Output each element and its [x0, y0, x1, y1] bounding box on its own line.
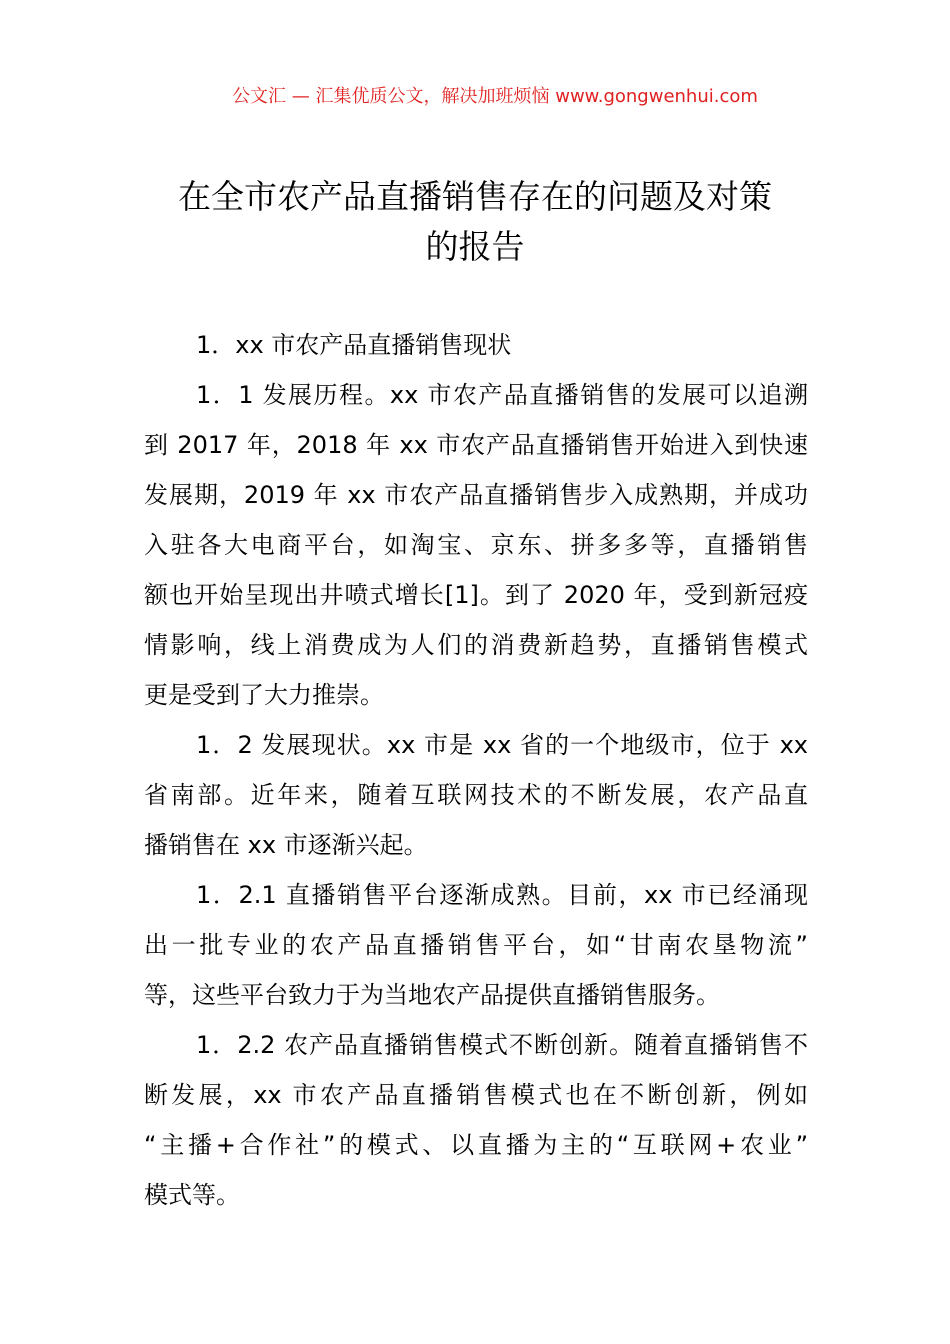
paragraph-line: 断发展，xx 市农产品直播销售模式也在不断创新，例如 — [144, 1081, 808, 1109]
paragraph-line: “主播+合作社”的模式、以直播为主的“互联网+农业” — [144, 1131, 808, 1159]
paragraph-line: 省南部。近年来，随着互联网技术的不断发展，农产品直 — [144, 781, 808, 809]
paragraph-line: 1．1 发展历程。xx 市农产品直播销售的发展可以追溯 — [196, 381, 808, 409]
section-heading — [144, 320, 808, 370]
document-body — [144, 320, 808, 1220]
paragraph-line: 1．2.1 直播销售平台逐渐成熟。目前，xx 市已经涌现 — [196, 881, 808, 909]
paragraph-line: 情影响，线上消费成为人们的消费新趋势，直播销售模式 — [144, 631, 808, 659]
paragraph-line: 模式等。 — [144, 1181, 240, 1209]
paragraph-line: 1．2.2 农产品直播销售模式不断创新。随着直播销售不 — [196, 1031, 808, 1059]
paragraph — [144, 870, 808, 1020]
watermark-banner: 公文汇 — 汇集优质公文，解决加班烦恼 www.gongwenhui.com — [232, 86, 758, 107]
paragraph-line: 入驻各大电商平台，如淘宝、京东、拼多多等，直播销售 — [144, 531, 808, 559]
paragraph-line: 发展期，2019 年 xx 市农产品直播销售步入成熟期，并成功 — [144, 481, 808, 509]
paragraph-line: 1．2 发展现状。xx 市是 xx 省的一个地级市，位于 xx — [196, 731, 808, 759]
paragraph — [144, 1020, 808, 1220]
paragraph — [144, 370, 808, 720]
paragraph-line: 播销售在 xx 市逐渐兴起。 — [144, 831, 428, 859]
paragraph-line: 出一批专业的农产品直播销售平台，如“甘南农垦物流” — [144, 931, 808, 959]
paragraph — [144, 720, 808, 870]
paragraph-line: 到 2017 年，2018 年 xx 市农产品直播销售开始进入到快速 — [144, 431, 808, 459]
title-line: 的报告 — [425, 227, 525, 266]
document-title — [140, 172, 810, 272]
paragraph-line: 1．xx 市农产品直播销售现状 — [196, 331, 512, 359]
title-line: 在全市农产品直播销售存在的问题及对策 — [178, 177, 772, 216]
paragraph-line: 更是受到了大力推崇。 — [144, 681, 384, 709]
paragraph-line: 额也开始呈现出井喷式增长[1]。到了 2020 年，受到新冠疫 — [144, 581, 808, 609]
paragraph-line: 等，这些平台致力于为当地农产品提供直播销售服务。 — [144, 981, 720, 1009]
